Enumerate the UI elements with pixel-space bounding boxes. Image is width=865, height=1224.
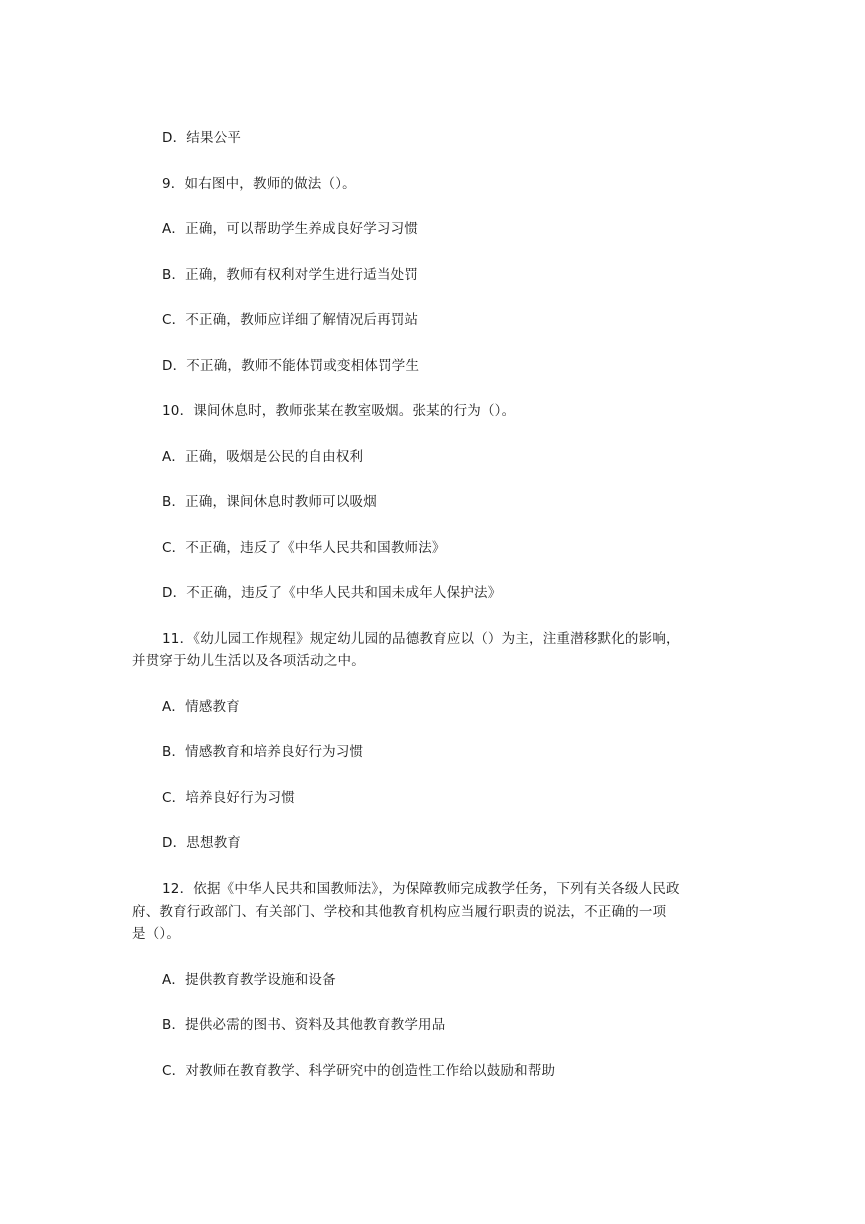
q12-stem-line-2: 府、教育行政部门、有关部门、学校和其他教育机构应当履行职责的说法，不正确的一项 xyxy=(132,904,667,920)
q9-stem: 9．如右图中，教师的做法（）。 xyxy=(162,176,356,192)
q12-stem-line-3: 是（）。 xyxy=(132,926,181,942)
q10-stem: 10．课间休息时，教师张某在教室吸烟。张某的行为（）。 xyxy=(162,403,516,419)
q11-stem-line-1: 11．《幼儿园工作规程》规定幼儿园的品德教育应以（）为主，注重潜移默化的影响， xyxy=(162,631,680,647)
q8-option-d: D．结果公平 xyxy=(162,130,242,146)
q12-option-c: C．对教师在教育教学、科学研究中的创造性工作给以鼓励和帮助 xyxy=(162,1063,556,1079)
q10-option-c: C．不正确，违反了《中华人民共和国教师法》 xyxy=(162,540,446,556)
q11-stem-line-2: 并贯穿于幼儿生活以及各项活动之中。 xyxy=(132,653,365,669)
q9-option-c: C．不正确，教师应详细了解情况后再罚站 xyxy=(162,312,419,328)
q11-option-c: C．培养良好行为习惯 xyxy=(162,790,295,806)
q11-option-a: A．情感教育 xyxy=(162,699,240,715)
q10-option-b: B．正确，课间休息时教师可以吸烟 xyxy=(162,494,377,510)
q9-option-d: D．不正确，教师不能体罚或变相体罚学生 xyxy=(162,358,420,374)
q10-option-a: A．正确，吸烟是公民的自由权利 xyxy=(162,449,364,465)
q11-option-d: D．思想教育 xyxy=(162,835,242,851)
q10-option-d: D．不正确，违反了《中华人民共和国未成年人保护法》 xyxy=(162,585,502,601)
q12-option-b: B．提供必需的图书、资料及其他教育教学用品 xyxy=(162,1017,446,1033)
q11-option-b: B．情感教育和培养良好行为习惯 xyxy=(162,744,364,760)
q12-option-a: A．提供教育教学设施和设备 xyxy=(162,972,336,988)
q12-stem-line-1: 12．依据《中华人民共和国教师法》，为保障教师完成教学任务，下列有关各级人民政 xyxy=(162,881,680,897)
q9-option-a: A．正确，可以帮助学生养成良好学习习惯 xyxy=(162,221,419,237)
q9-option-b: B．正确，教师有权利对学生进行适当处罚 xyxy=(162,267,419,283)
